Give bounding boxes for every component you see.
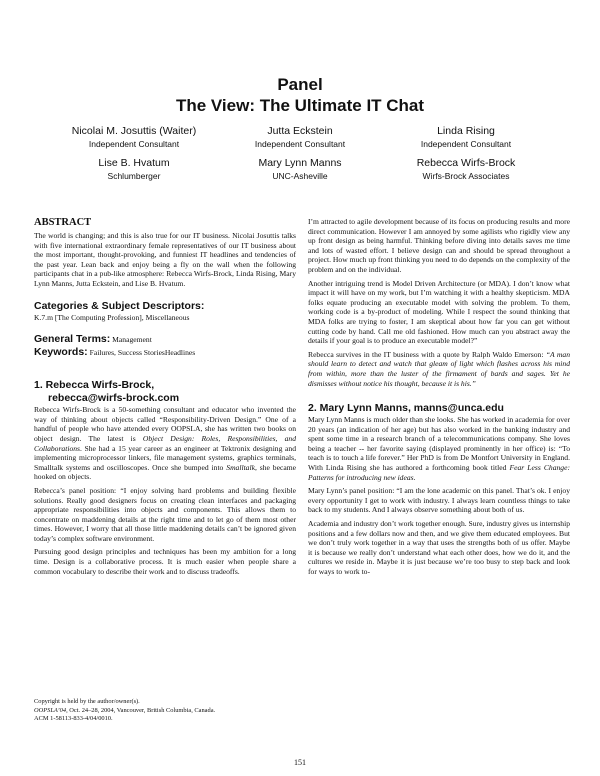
right-para-1: I’m attracted to agile development because of its focus on producing results and more direct communication. However I am annoyed by some agilists who rigidly view any up front design as being harmful. Thinking before diving into details saves me time and lots of wasted effort. I believe design can and should be spread throughout a project. How much up front thinking you need to do depends on the complexity of the problem and on the individual. <box>308 217 570 274</box>
keywords <box>34 346 296 359</box>
categories-heading: Categories & Subject Descriptors: <box>34 299 205 312</box>
author-affiliation: Wirfs-Brock Associates <box>422 171 510 181</box>
conference-line: OOPSLA’04, Oct. 24–28, 2004, Vancouver, British Columbia, Canada. <box>34 706 216 714</box>
general-terms-label: General Terms: <box>34 333 111 346</box>
author-name: Linda Rising <box>437 125 495 137</box>
copyright-line: Copyright is held by the author/owner(s). <box>34 698 140 705</box>
author-name: Mary Lynn Manns <box>258 157 342 169</box>
copyright-notice <box>34 698 296 724</box>
isbn-line: ACM 1-58113-833-4/04/0010. <box>34 715 113 723</box>
section1-para-2: Rebecca’s panel position: “I enjoy solving hard problems and building flexible solutions. Really good designers focus on creating clean interfaces and packaging appropriate responsibilities into objects and components. This allows them to concentrate on maddening details at the right time and to let go of them most other times. However, I worry that all those little maddening details can’t be ignored given today’s complex software environment. <box>34 485 296 543</box>
general-terms <box>34 333 296 346</box>
section2-title: 2. Mary Lynn Manns, manns@unca.edu <box>308 402 504 415</box>
author-affiliation: Independent Consultant <box>88 139 180 149</box>
author-affiliation: Independent Consultant <box>420 139 512 149</box>
author-name: Nicolai M. Josuttis (Waiter) <box>71 125 197 137</box>
general-terms-value: Management <box>112 335 152 345</box>
right-para-3: Rebecca survives in the IT business with a quote by Ralph Waldo Emerson: “A man should learn to detect and watch that gleam of light which flashes across his mind from within, more than the luster of the firmament of bards and sages. Yet he dismisses without notice his thought, because it is his.” <box>308 349 570 388</box>
author-name: Rebecca Wirfs-Brock <box>416 157 516 169</box>
section1-email: rebecca@wirfs-brock.com <box>48 392 180 405</box>
keywords-label: Keywords: <box>34 346 88 359</box>
section2-para-1: Mary Lynn Manns is much older than she looks. She has worked in academia for over 20 years (an indication of her age) but has also worked in the banking industry and spent some time in a research branch of a telecommunications company. She loves being a teacher -- her favorite saying (displayed prominently in her office) is: “To teach is to touch a life forever.” Her PhD is from De Montfort University in England. With Linda Rising she has authored a forthcoming book titled Fear Less Change: Patterns for introducing new ideas. <box>308 415 570 482</box>
abstract-text: The world is changing; and this is also true for our IT business. Nicolai Josuttis talks with five international extraordinary female representatives of our IT business about the most important, thought-provoking, and funniest IT headlines and tendencies of the past year. Lean back and enjoy being a fly on the wall when the following participants chat in a pub-like atmosphere: Rebecca Wirfs-Brock, Linda Rising, Mary Lynn Manns, Jutta Eckstein, and Lise B. Hvatum. <box>34 231 296 288</box>
author-affiliation: UNC-Asheville <box>272 171 328 181</box>
right-column <box>308 217 570 581</box>
author-name: Jutta Eckstein <box>267 125 333 137</box>
author-block <box>366 157 566 182</box>
page-number: 151 <box>294 758 306 767</box>
right-para-2: Another intriguing trend is Model Driven Architecture (or MDA). I don’t know what impact it will have on my work, but I’m watching it with a healthy skepticism. MDA folks equate producing an executable model with solving the problem. To them, working code is a by-product of modeling. While I respect the sound thinking that MDA folks are trying to foster, I am skeptical about how far you can get without cutting code by hand. Call me old fashioned. How much can you abstract away the details if your goal is to produce an executable model?” <box>308 278 570 346</box>
section2-para-2: Mary Lynn’s panel position: “I am the lone academic on this panel. That’s ok. I enjoy every opportunity I get to work with industry. I always learn countless things to take back to my students. And I always observe something about both of us. <box>308 486 570 515</box>
author-block <box>366 125 566 150</box>
section1-title: 1. Rebecca Wirfs-Brock, <box>34 379 155 392</box>
categories-text: K.7.m [The Computing Profession], Miscellaneous <box>34 312 190 322</box>
author-affiliation: Schlumberger <box>107 171 161 181</box>
section1-para-1: Rebecca Wirfs-Brock is a 50-something consultant and educator who invented the way of thinking about objects called “Responsibility-Driven Design.” One of a handful of people who have attended every OOPSLA, she has written two books on object design. The latest is Object Design: Roles, Responsibilities, and Collaborations. She had a 15 year career as an engineer at Tektronix designing and implementing microprocessor linkers, file management systems, graphics terminals, Smalltalk systems and oscilloscopes. Once she bumped into Smalltalk, she became hooked on objects. <box>34 405 297 482</box>
section2-para-3: Academia and industry don’t work together enough. Sure, industry gives us internship positions and a few dollars now and then, and we give them educated employees. But we don’t truly work together in a way that uses the strengths both of us offer. Maybe it is because we really don’t understand what each other does, how we do it, and the cultures we reside in. Maybe it is just because we’re too busy to step back and look for ways to work to- <box>308 519 571 576</box>
author-name: Lise B. Hvatum <box>98 157 170 169</box>
author-affiliation: Independent Consultant <box>254 139 346 149</box>
section1-para-3: Pursuing good design principles and techniques has been my ambition for a long time. Design is a collaborative process. It is much easier when people share a common vocabulary to describe their work and to discuss tradeoffs. <box>34 547 296 576</box>
paper-title: The View: The Ultimate IT Chat <box>175 96 425 115</box>
abstract-heading: ABSTRACT <box>34 217 92 228</box>
panel-label: Panel <box>277 75 323 94</box>
left-column <box>34 217 296 580</box>
keywords-value: Failures, Success StoriesHeadlines <box>89 348 196 358</box>
